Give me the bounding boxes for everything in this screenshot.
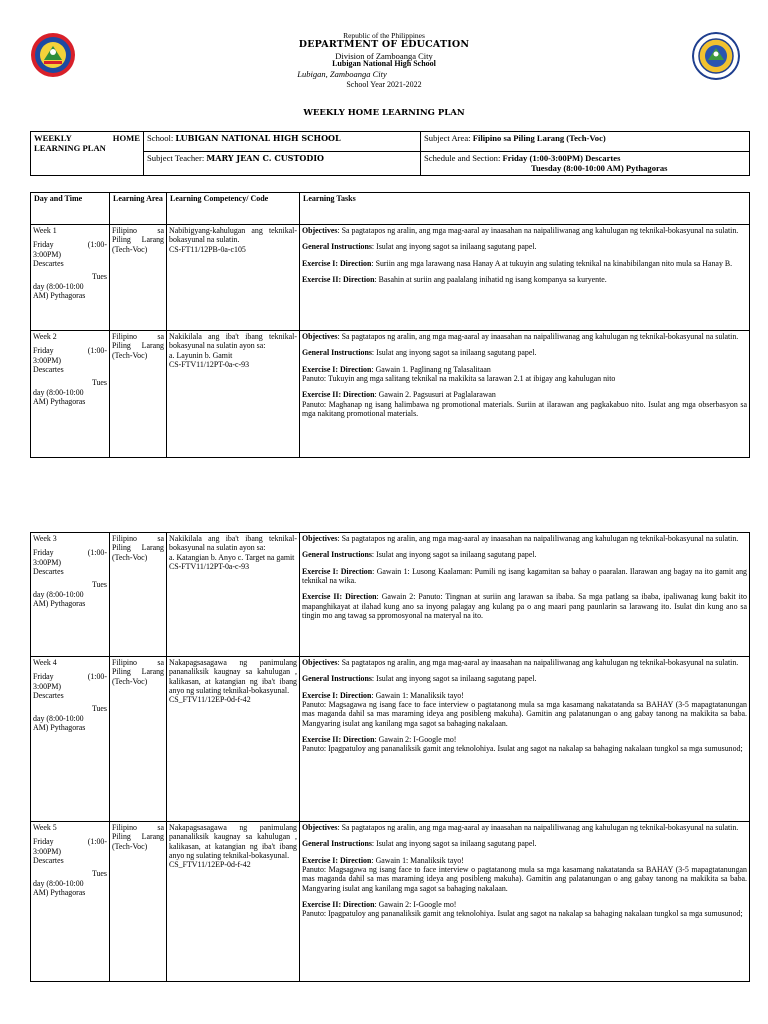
time-day2: Tues [91, 378, 107, 388]
competency-cell [167, 331, 300, 458]
competency-code: CS-FT11/12PB-0a-c105 [169, 244, 246, 254]
learning-area-cell [110, 331, 167, 458]
general-instructions-label: General Instructions [302, 550, 372, 560]
time-section2: AM) Pythagoras [33, 598, 86, 608]
time-section: Descartes [33, 258, 64, 268]
competency-text: Nakapagsasagawa ng panimulang pananaliksik kaugnay sa kahulugan , kalikasan, at katangian ng iba't ibang anyo ng sulating teknikal-bokasyunal. [169, 658, 297, 695]
learning-area: Filipino sa Piling Larang (Tech-Voc) [112, 226, 164, 254]
general-instructions-label: General Instructions [302, 242, 372, 252]
schedule-line1: Friday (1:00-3:00PM) Descartes [502, 153, 621, 163]
exercise-2-label: Exercise II: Direction [302, 734, 375, 744]
week-label: Week 3 [33, 534, 57, 543]
time-section2: AM) Pythagoras [33, 722, 86, 732]
exercise-2-label: Exercise II: Direction [302, 274, 375, 284]
exercise-1-label: Exercise I: Direction [302, 855, 372, 865]
time-start: (1:00- [87, 240, 107, 250]
time-range2: day (8:00-10:00 [33, 281, 84, 291]
objectives-label: Objectives [302, 658, 338, 667]
time-end: 3:00PM) [33, 681, 62, 691]
day-time-cell [31, 657, 110, 822]
competency-code: CS_FTV11/12EP-0d-f-42 [169, 860, 251, 870]
school-year-text: School Year 2021-2022 [346, 80, 422, 89]
time-section: Descartes [33, 855, 64, 865]
learning-tasks-cell: Objectives: Sa pagtatapos ng aralin, ang mga mag-aaral ay inaasahan na naipaliliwanag ang kahulugan ng teknikal-bokasyunal na sulatin. General Instructions: Isulat ang inyong sagot sa inilaang sagutang papel. Exercise I: Direction: Gawain 1: Manaliksik tayo! Panuto: Magsagawa ng isang face to face interview o pagtatanong mula sa mga kasamang nakatatanda sa BAHAY (3-5 mapagtatanungan mas maganda dahil sa mas maraming ideya ang posibleng makuha). Gamitin ang palatanungan o ang gabay tanong na makikita sa baba. Mangyaring isulat ang kanilang mga sagot sa bahaging nakalaan. Exercise II: Direction: Gawain 2: I-Google mo! Panuto: Ipagpatuloy ang pananaliksik gamit ang teknolohiya. Isulat ang sagot na nakalap sa bahaging nakalaan tungkol sa mga sumusunod; [300, 657, 750, 822]
week-row [31, 331, 750, 458]
exercise-1-label: Exercise I: Direction [302, 364, 372, 374]
time-day: Friday [33, 837, 54, 847]
day-time-cell [31, 822, 110, 982]
schedule-line2: Tuesday (8:00-10:00 AM) Pythagoras [531, 163, 668, 174]
learning-area-cell [110, 822, 167, 982]
school-name-text: Lubigan National High School [332, 59, 436, 68]
exercise-2-instructions: Panuto: Ipagpatuloy ang pananaliksik gamit ang teknolohiya. Isulat ang sagot na nakalap sa bahaging nakalaan tungkol sa mga sumusunod; [302, 744, 743, 754]
competency-cell [167, 657, 300, 822]
competency-sub: a. Layunin b. Gamit [169, 350, 233, 360]
learning-area-cell [110, 225, 167, 331]
time-section2: AM) Pythagoras [33, 290, 86, 300]
week-row [31, 657, 750, 822]
exercise-2-text: Basahin at suriin ang paalalang inihatid ng isang kompanya sa kuryente. [378, 274, 607, 284]
learning-tasks-cell: Objectives: Sa pagtatapos ng aralin, ang mga mag-aaral ay inaasahan na naipaliliwanag ang kahulugan ng teknikal-bokasyunal na sulatin. General Instructions: Isulat ang inyong sagot sa inilaang sagutang papel. Exercise I: Direction: Gawain 1: Lusong Kaalaman: Pumili ng isang kagamitan sa bahay o paaralan. Ilarawan ang bagay na ito gamit ang teknikal na wika. Exercise II: Direction: Gawain 2: Panuto: Tingnan at suriin ang larawan sa ibaba. Sa mga patlang sa ibaba, ipaliwanag kung bakit ito mapanghikayat at ilahad kung ano sa inyong palagay ang kulang pa o ang maari pang paunlarin sa larawang ito. Isulat din kung ano sa tingin mo ang tawag sa ppromosyonal na materyal na ito. [300, 533, 750, 657]
learning-area-cell [110, 657, 167, 822]
general-instructions-text: Isulat ang inyong sagot sa inilaang sagutang papel. [376, 674, 537, 684]
teacher-label: Subject Teacher: [147, 153, 205, 163]
competency-text: Nakapagsasagawa ng panimulang pananaliksik kaugnay sa kahulugan , kalikasan, at katangian ng iba't ibang anyo ng sulating teknikal-bokasyunal. [169, 823, 297, 860]
time-day: Friday [33, 672, 54, 682]
objectives-label: Objectives [302, 332, 338, 341]
general-instructions-text: Isulat ang inyong sagot sa inilaang sagutang papel. [376, 550, 537, 560]
exercise-1-label: Exercise I: Direction [302, 258, 372, 268]
week-row [31, 225, 750, 331]
general-instructions-label: General Instructions [302, 348, 372, 358]
day-time-cell [31, 225, 110, 331]
department-text: DEPARTMENT OF EDUCATION [298, 39, 470, 50]
competency-cell [167, 225, 300, 331]
competency-code: CS-FTV11/12PT-0a-c-93 [169, 359, 250, 369]
competency-text: Nakikilala ang iba't ibang teknikal-bokasyunal na sulatin ayon sa: [169, 534, 297, 553]
exercise-1-label: Exercise I: Direction [302, 690, 372, 700]
objectives-text: Sa pagtatapos ng aralin, ang mga mag-aaral ay inaasahan na naipaliliwanag ang kahulugan ng teknikal-bokasyunal na sulatin. [341, 226, 739, 235]
subject-area-label: Subject Area: [424, 133, 471, 143]
time-start: (1:00- [87, 837, 107, 847]
competency-text: Nakikilala ang iba't ibang teknikal-bokasyunal na sulatin ayon sa: [169, 332, 297, 351]
time-start: (1:00- [87, 672, 107, 682]
time-end: 3:00PM) [33, 557, 62, 567]
time-range2: day (8:00-10:00 [33, 878, 84, 888]
learning-area: Filipino sa Piling Larang (Tech-Voc) [112, 658, 164, 686]
exercise-2-instructions: Panuto: Ipagpatuloy ang pananaliksik gamit ang teknolohiya. Isulat ang sagot na nakalap sa bahaging nakalaan tungkol sa mga sumusunod; [302, 909, 743, 919]
day-time-cell [31, 331, 110, 458]
exercise-2-label: Exercise II: Direction [302, 390, 375, 400]
objectives-text: Sa pagtatapos ng aralin, ang mga mag-aaral ay inaasahan na naipaliliwanag ang kahulugan ng teknikal-bokasyunal na sulatin. [341, 534, 739, 543]
learning-tasks-cell: Objectives: Sa pagtatapos ng aralin, ang mga mag-aaral ay inaasahan na naipaliliwanag ang kahulugan ng teknikal-bokasyunal na sulatin. General Instructions: Isulat ang inyong sagot sa inilaang sagutang papel. Exercise I: Direction: Suriin ang mga larawang nasa Hanay A at tukuyin ang sulating teknikal na kinabibilangan nito mula sa Hanay B. Exercise II: Direction: Basahin at suriin ang paalalang inihatid ng isang kompanya sa kuryente. [300, 225, 750, 331]
competency-code: CS-FTV11/12PT-0a-c-93 [169, 561, 250, 571]
exercise-2-instructions: Panuto: Maghanap ng isang halimbawa ng promotional materials. Suriin at ilarawan ang pagkakabuo nito. Isulat ang mga obserbasyon sa mga nakitang promotional materials. [302, 399, 747, 418]
location-text: Lubigan, Zamboanga City [297, 69, 387, 79]
learning-area: Filipino sa Piling Larang (Tech-Voc) [112, 823, 164, 851]
time-section2: AM) Pythagoras [33, 396, 86, 406]
competency-sub: a. Katangian b. Anyo c. Target na gamit [169, 552, 295, 562]
teacher-value: MARY JEAN C. CUSTODIO [206, 153, 325, 163]
exercise-1-instructions: Panuto: Magsagawa ng isang face to face interview o pagtatanong mula sa mga kasamang nakatatanda sa BAHAY (3-5 mapagtatanungan mas maganda dahil sa mas maraming ideya ang posibleng makuha). Gamitin ang palatanungan o ang gabay tanong na makikita sa baba. Mangyaring isulat ang kanilang mga sagot sa bahaging nakalaan. [302, 699, 747, 728]
time-range2: day (8:00-10:00 [33, 713, 84, 723]
school-label: School: [147, 133, 174, 143]
week-label: Week 1 [33, 226, 57, 235]
time-start: (1:00- [87, 548, 107, 558]
subject-area-value: Filipino sa Piling Larang (Tech-Voc) [472, 133, 606, 143]
exercise-2-label: Exercise II: Direction [302, 899, 375, 909]
learning-area-cell [110, 533, 167, 657]
exercise-1-label: Exercise I: Direction [302, 566, 373, 576]
competency-code: CS_FTV11/12EP-0d-f-42 [169, 695, 251, 705]
week-row [31, 533, 750, 657]
objectives-label: Objectives [302, 823, 338, 832]
competency-cell [167, 822, 300, 982]
exercise-2-label: Exercise II: Direction [302, 592, 377, 602]
time-end: 3:00PM) [33, 249, 62, 259]
time-section: Descartes [33, 566, 64, 576]
time-day2: Tues [91, 704, 107, 714]
time-range2: day (8:00-10:00 [33, 589, 84, 599]
school-value: LUBIGAN NATIONAL HIGH SCHOOL [175, 133, 341, 143]
exercise-1-text: Gawain 1: Lusong Kaalaman: Pumili ng isang kagamitan sa bahay o paaralan. Ilarawan ang bagay na ito gamit ang teknikal na wika. [302, 566, 748, 585]
general-instructions-text: Isulat ang inyong sagot sa inilaang sagutang papel. [376, 839, 537, 849]
republic-text: Republic of the Philippines [343, 31, 425, 40]
exercise-1-text: Suriin ang mga larawang nasa Hanay A at tukuyin ang sulating teknikal na kinabibilangan nito mula sa Hanay B. [375, 258, 733, 268]
week-label: Week 5 [33, 823, 57, 832]
general-instructions-label: General Instructions [302, 674, 372, 684]
exercise-1-instructions: Panuto: Magsagawa ng isang face to face interview o pagtatanong mula sa mga kasamang nakatatanda sa BAHAY (3-5 mapagtatanungan mas maganda dahil sa mas maraming ideya ang posibleng makuha). Gamitin ang palatanungan o ang gabay tanong na makikita sa baba. Mangyaring isulat ang kanilang mga sagot sa bahaging nakalaan. [302, 864, 747, 893]
week-row [31, 822, 750, 982]
time-day: Friday [33, 346, 54, 356]
time-day: Friday [33, 548, 54, 558]
time-day2: Tues [91, 580, 107, 590]
learning-tasks-cell: Objectives: Sa pagtatapos ng aralin, ang mga mag-aaral ay inaasahan na naipaliliwanag ang kahulugan ng teknikal-bokasyunal na sulatin. General Instructions: Isulat ang inyong sagot sa inilaang sagutang papel. Exercise I: Direction: Gawain 1: Manaliksik tayo! Panuto: Magsagawa ng isang face to face interview o pagtatanong mula sa mga kasamang nakatatanda sa BAHAY (3-5 mapagtatanungan mas maganda dahil sa mas maraming ideya ang posibleng makuha). Gamitin ang palatanungan o ang gabay tanong na makikita sa baba. Mangyaring isulat ang kanilang mga sagot sa bahaging nakalaan. Exercise II: Direction: Gawain 2: I-Google mo! Panuto: Ipagpatuloy ang pananaliksik gamit ang teknolohiya. Isulat ang sagot na nakalap sa bahaging nakalaan tungkol sa mga sumusunod; [300, 822, 750, 982]
general-instructions-text: Isulat ang inyong sagot sa inilaang sagutang papel. [376, 348, 537, 358]
learning-plan-table-1 [30, 192, 750, 458]
week-label: Week 4 [33, 658, 57, 667]
learning-plan-table-2 [30, 532, 750, 982]
time-day: Friday [33, 240, 54, 250]
schedule-label: Schedule and Section: [424, 153, 501, 163]
plan-info-table: WEEKLY HOME LEARNING PLAN School: LUBIGAN NATIONAL HIGH SCHOOL Subject Area: Filipino sa Piling Larang (Tech-Voc) Subject Teacher: MARY JEAN C. CUSTODIO Schedule and Section: Friday (1:00-3:00PM) Descartes Tuesday (8:00-10:00 AM) Pythagoras [30, 131, 750, 176]
general-instructions-text: Isulat ang inyong sagot sa inilaang sagutang papel. [376, 242, 537, 252]
exercise-2-text: Gawain 2. Pagsusuri at Paglalarawan [378, 390, 496, 400]
objectives-label: Objectives [302, 226, 338, 235]
exercise-1-text: Gawain 1: Manaliksik tayo! [375, 690, 464, 700]
exercise-2-text: Gawain 2: I-Google mo! [378, 734, 457, 744]
time-end: 3:00PM) [33, 846, 62, 856]
competency-text: Nabibigyang-kahulugan ang teknikal-bokasyunal na sulatin. [169, 226, 297, 245]
time-section: Descartes [33, 364, 64, 374]
objectives-text: Sa pagtatapos ng aralin, ang mga mag-aaral ay inaasahan na naipaliliwanag ang kahulugan ng teknikal-bokasyunal na sulatin. [341, 823, 739, 832]
col-day-time: Day and Time [31, 193, 110, 225]
time-day2: Tues [91, 869, 107, 879]
objectives-label: Objectives [302, 534, 338, 543]
exercise-1-instructions: Panuto: Tukuyin ang mga salitang teknikal na makikita sa larawan 2.1 at ibigay ang kahulugan nito [302, 373, 616, 383]
learning-area: Filipino sa Piling Larang (Tech-Voc) [112, 534, 164, 562]
col-tasks: Learning Tasks [300, 193, 750, 225]
exercise-2-text: Gawain 2: I-Google mo! [378, 899, 457, 909]
objectives-text: Sa pagtatapos ng aralin, ang mga mag-aaral ay inaasahan na naipaliliwanag ang kahulugan ng teknikal-bokasyunal na sulatin. [341, 658, 739, 667]
document-title: WEEKLY HOME LEARNING PLAN [303, 108, 465, 118]
exercise-1-text: Gawain 1. Paglinang ng Talasalitaan [375, 364, 491, 374]
division-text: Division of Zamboanga City [335, 51, 433, 61]
col-competency: Learning Competency/ Code [167, 193, 300, 225]
exercise-1-text: Gawain 1: Manaliksik tayo! [375, 855, 464, 865]
general-instructions-label: General Instructions [302, 839, 372, 849]
learning-area: Filipino sa Piling Larang (Tech-Voc) [112, 332, 164, 360]
time-range2: day (8:00-10:00 [33, 387, 84, 397]
exercise-2-text: Gawain 2: Panuto: Tingnan at suriin ang larawan sa ibaba. Sa mga patlang sa ibaba, ipaliwanag kung bakit ito mapanghikayat at ilahad kung ano sa inyong palagay ang kulang pa o ang maari pang paunlarin sa larawang ito. Isulat din kung ano sa tingin mo ang tawag sa ppromosyonal na materyal na ito. [302, 592, 747, 620]
time-end: 3:00PM) [33, 355, 62, 365]
day-time-cell [31, 533, 110, 657]
col-learning-area: Learning Area [110, 193, 167, 225]
time-day2: Tues [91, 272, 107, 282]
objectives-text: Sa pagtatapos ng aralin, ang mga mag-aaral ay inaasahan na naipaliliwanag ang kahulugan ng teknikal-bokasyunal na sulatin. [341, 332, 739, 341]
competency-cell [167, 533, 300, 657]
week-label: Week 2 [33, 332, 57, 341]
time-section2: AM) Pythagoras [33, 887, 86, 897]
time-start: (1:00- [87, 346, 107, 356]
time-section: Descartes [33, 690, 64, 700]
learning-tasks-cell: Objectives: Sa pagtatapos ng aralin, ang mga mag-aaral ay inaasahan na naipaliliwanag ang kahulugan ng teknikal-bokasyunal na sulatin. General Instructions: Isulat ang inyong sagot sa inilaang sagutang papel. Exercise I: Direction: Gawain 1. Paglinang ng Talasalitaan Panuto: Tukuyin ang mga salitang teknikal na makikita sa larawan 2.1 at ibigay ang kahulugan nito Exercise II: Direction: Gawain 2. Pagsusuri at Paglalarawan Panuto: Maghanap ng isang halimbawa ng promotional materials. Suriin at ilarawan ang pagkakabuo nito. Isulat ang mga obserbasyon sa mga nakitang promotional materials. [300, 331, 750, 458]
